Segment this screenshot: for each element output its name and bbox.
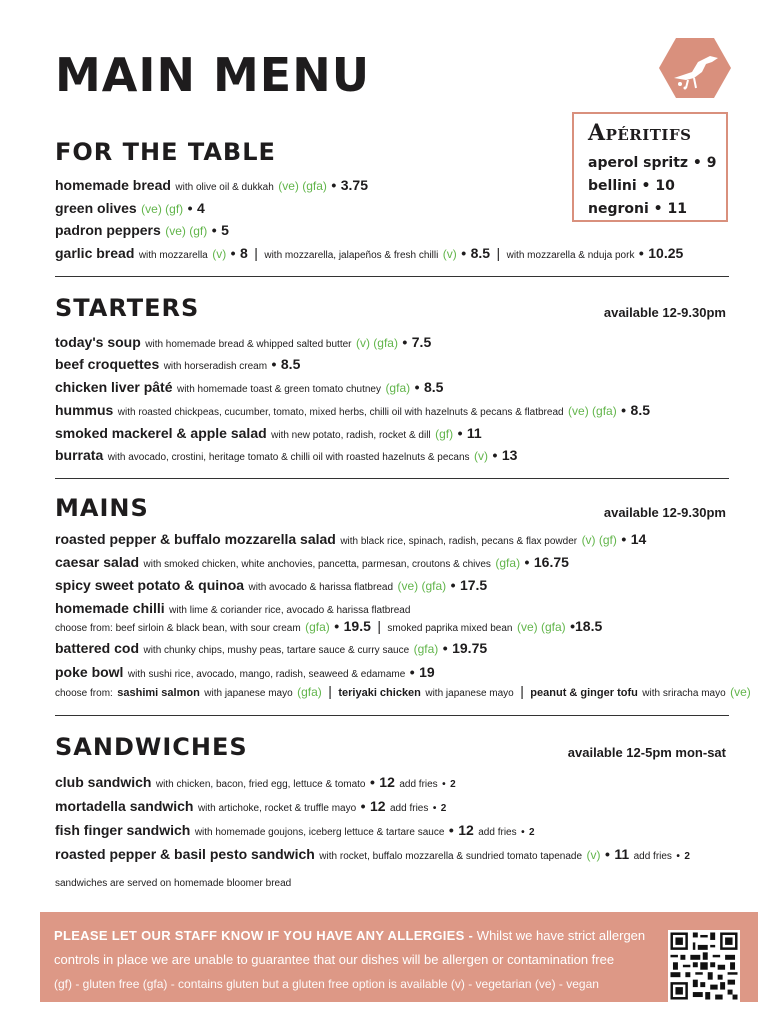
item-tags: (gfa) (385, 381, 411, 395)
menu-item: roasted pepper & basil pesto sandwich with rocket, buffalo mozzarella & sundried tomato tapenade (v) • 11 add fries • 2 (55, 846, 690, 862)
item-price: 8 (240, 245, 248, 261)
item-name: padron peppers (55, 222, 161, 238)
item-option-desc: with mozzarella & nduja pork (506, 250, 635, 261)
aperitif-item: bellini • 10 (588, 178, 675, 194)
item-tags: (v) (gfa) (355, 336, 398, 350)
item-tags: (gfa) (495, 556, 521, 570)
item-option-name: peanut & ginger tofu (530, 687, 638, 699)
item-price: 8.5 (630, 402, 650, 418)
item-name: homemade bread (55, 177, 171, 193)
item-addon: add fries (390, 803, 429, 814)
item-price: 3.75 (340, 177, 368, 193)
item-addon-price: 2 (684, 851, 690, 862)
item-price: 14 (630, 531, 647, 547)
item-tags: (v) (586, 848, 601, 862)
item-price: 4 (196, 200, 205, 216)
item-price: 16.75 (533, 554, 569, 570)
item-desc: with artichoke, rocket & truffle mayo (197, 803, 357, 814)
item-desc: with avocado & harissa flatbread (248, 582, 394, 593)
item-name: garlic bread (55, 245, 135, 261)
item-addon-price: 2 (450, 779, 456, 790)
item-desc: with black rice, spinach, radish, pecans & flax powder (340, 536, 578, 547)
item-tags: (ve) (gf) (141, 202, 184, 216)
item-addon-price: 2 (440, 803, 447, 814)
allergy-line-1 (54, 924, 744, 948)
item-name: today's soup (55, 334, 141, 350)
menu-item: burrata with avocado, crostini, heritage tomato & chilli oil with roasted hazelnuts & pecans (v) • 13 (55, 447, 518, 463)
item-name: roasted pepper & buffalo mozzarella salad (55, 531, 336, 547)
item-option-desc: with sriracha mayo (642, 688, 726, 699)
item-price: 8.5 (423, 379, 444, 395)
item-desc: with avocado, crostini, heritage tomato & chilli oil with roasted hazelnuts & pecans (107, 452, 470, 463)
divider (55, 715, 729, 716)
menu-item: homemade bread with olive oil & dukkah (ve) (gfa) • 3.75 (55, 177, 368, 193)
choose-from-text: choose from: (55, 688, 113, 699)
item-price: 5 (221, 222, 229, 238)
menu-item: caesar salad with smoked chicken, white anchovies, pancetta, parmesan, croutons & chives (gfa) • 16.75 (55, 554, 569, 570)
item-price: 19 (419, 664, 435, 680)
item-desc: with smoked chicken, white anchovies, pancetta, parmesan, croutons & chives (143, 559, 491, 570)
item-price: 13 (501, 447, 518, 463)
menu-item: padron peppers (ve) (gf) • 5 (55, 222, 229, 238)
menu-item: hummus with roasted chickpeas, cucumber, tomato, mixed herbs, chilli oil with hazelnuts & pecans & flatbread (ve) (gfa) • 8.5 (55, 402, 650, 418)
divider (55, 276, 729, 277)
item-desc: with lime & coriander rice, avocado & harissa flatbread (169, 605, 411, 616)
item-option-name: teriyaki chicken (338, 687, 421, 699)
item-option-desc: with mozzarella, jalapeños & fresh chilli (264, 250, 439, 261)
aperitifs-box (572, 112, 728, 222)
item-name: poke bowl (55, 664, 124, 680)
item-price: 7.5 (411, 334, 432, 350)
item-tags: (gfa) (413, 642, 439, 656)
item-price: 19.75 (452, 640, 488, 656)
item-price: 8.5 (280, 356, 301, 372)
item-desc: with chunky chips, mushy peas, tartare sauce & curry sauce (143, 645, 410, 656)
item-addon: add fries (633, 851, 672, 862)
item-name: homemade chilli (55, 600, 165, 616)
item-desc: with new potato, radish, rocket & dill (271, 430, 431, 441)
menu-item: roasted pepper & buffalo mozzarella salad with black rice, spinach, radish, pecans & flax powder (v) (gf) • 14 (55, 531, 647, 547)
section-title-starters: STARTERS (55, 294, 200, 322)
allergen-key: (gf) - gluten free (gfa) - contains gluten but a gluten free option is available (v) - vegetarian (ve) - vegan (54, 977, 599, 991)
menu-item: smoked mackerel & apple salad with new potato, radish, rocket & dill (gf) • 11 (55, 425, 482, 441)
item-desc: with chicken, bacon, fried egg, lettuce & tomato (155, 779, 366, 790)
choose-from-text: choose from: beef sirloin & black bean, with sour cream (55, 623, 301, 634)
page-title: MAIN MENU (55, 48, 371, 102)
menu-item: beef croquettes with horseradish cream • 8.5 (55, 356, 301, 372)
item-name: roasted pepper & basil pesto sandwich (55, 846, 315, 862)
item-tags: (ve) (gfa) (516, 620, 566, 634)
aperitifs-title: Apéritifs (588, 120, 692, 146)
sandwich-note: sandwiches are served on homemade bloomer bread (55, 878, 292, 889)
allergy-line-2: controls in place we are unable to guarantee that our dishes will be allergen or contamination free (54, 952, 615, 967)
section-title-table: FOR THE TABLE (55, 138, 276, 166)
availability-note: available 12-5pm mon-sat (567, 745, 726, 760)
allergy-text: Whilst we have strict allergen (476, 928, 646, 943)
divider (55, 478, 729, 479)
item-desc: with olive oil & dukkah (175, 182, 274, 193)
item-addon: add fries (399, 779, 438, 790)
item-tags: (gfa) (297, 685, 322, 699)
section-title-mains: MAINS (55, 494, 149, 522)
item-price: 11 (466, 425, 482, 441)
item-tags: (ve) (gfa) (568, 404, 617, 418)
item-tags: (ve) (gfa) (278, 179, 327, 193)
menu-item: green olives (ve) (gf) • 4 (55, 200, 205, 216)
menu-item: garlic bread with mozzarella (v) • 8 | with mozzarella, jalapeños & fresh chilli (v) • 8.5 | with mozzarella & nduja pork • 10.25 (55, 245, 684, 261)
item-option-desc: smoked paprika mixed bean (387, 623, 513, 634)
allergy-banner (40, 912, 758, 1002)
item-desc: with horseradish cream (163, 361, 268, 372)
item-name: hummus (55, 402, 114, 418)
item-name: spicy sweet potato & quinoa (55, 577, 245, 593)
item-name: caesar salad (55, 554, 140, 570)
item-price: 12 (458, 822, 474, 838)
item-tags: (ve) (gfa) (397, 579, 447, 593)
item-desc: with mozzarella (138, 250, 208, 261)
item-name: battered cod (55, 640, 140, 656)
menu-item: club sandwich with chicken, bacon, fried egg, lettuce & tomato • 12 add fries • 2 (55, 774, 456, 790)
menu-item: chicken liver pâté with homemade toast & green tomato chutney (gfa) • 8.5 (55, 379, 444, 395)
item-price: 17.5 (459, 577, 488, 593)
item-tags: (ve) (730, 685, 751, 699)
item-price: 8.5 (470, 245, 491, 261)
item-price: 12 (379, 774, 395, 790)
item-name: fish finger sandwich (55, 822, 191, 838)
menu-item-options: choose from: beef sirloin & black bean, with sour cream (gfa) • 19.5 | smoked paprika mixed bean (ve) (gfa) •18.5 (55, 618, 603, 634)
allergy-warning: PLEASE LET OUR STAFF KNOW IF YOU HAVE ANY ALLERGIES - (54, 928, 474, 943)
item-tags: (v) (212, 247, 227, 261)
item-tags: (v) (442, 247, 457, 261)
availability-note: available 12-9.30pm (603, 305, 726, 320)
item-addon-price: 2 (529, 827, 535, 838)
item-desc: with homemade goujons, iceberg lettuce & tartare sauce (194, 827, 445, 838)
bird-hexagon-icon (658, 36, 732, 100)
menu-item: mortadella sandwich with artichoke, rocket & truffle mayo • 12 add fries • 2 (55, 798, 447, 814)
item-name: green olives (55, 200, 137, 216)
menu-item: battered cod with chunky chips, mushy peas, tartare sauce & curry sauce (gfa) • 19.75 (55, 640, 488, 656)
item-desc: with homemade toast & green tomato chutney (176, 384, 381, 395)
item-desc: with rocket, buffalo mozzarella & sundried tomato tapenade (319, 851, 583, 862)
item-desc: with sushi rice, avocado, mango, radish, seaweed & edamame (127, 669, 406, 680)
item-tags: (ve) (gf) (165, 224, 208, 238)
qr-code-icon[interactable] (668, 930, 740, 1002)
aperitif-item: aperol spritz • 9 (588, 155, 717, 171)
item-option-name: sashimi salmon (117, 687, 200, 699)
aperitif-item: negroni • 11 (588, 201, 687, 217)
item-desc: with homemade bread & whipped salted butter (145, 339, 352, 350)
section-title-sandwiches: SANDWICHES (55, 733, 248, 761)
item-name: chicken liver pâté (55, 379, 173, 395)
item-name: smoked mackerel & apple salad (55, 425, 267, 441)
item-name: mortadella sandwich (55, 798, 194, 814)
menu-item: today's soup with homemade bread & whipped salted butter (v) (gfa) • 7.5 (55, 334, 432, 350)
item-price: 11 (614, 846, 630, 862)
item-tags: (gf) (435, 427, 454, 441)
menu-item: poke bowl with sushi rice, avocado, mango, radish, seaweed & edamame • 19 (55, 664, 435, 680)
menu-item: spicy sweet potato & quinoa with avocado & harissa flatbread (ve) (gfa) • 17.5 (55, 577, 488, 593)
item-price: •18.5 (570, 618, 603, 634)
availability-note: available 12-9.30pm (603, 505, 726, 520)
item-name: club sandwich (55, 774, 152, 790)
item-name: beef croquettes (55, 356, 160, 372)
menu-item: fish finger sandwich with homemade goujons, iceberg lettuce & tartare sauce • 12 add fries • 2 (55, 822, 535, 838)
item-price: 10.25 (648, 245, 684, 261)
item-tags: (gfa) (305, 620, 330, 634)
item-price: 12 (369, 798, 386, 814)
item-desc: with roasted chickpeas, cucumber, tomato, mixed herbs, chilli oil with hazelnuts & pecans & flatbread (117, 407, 564, 418)
item-option-desc: with japanese mayo (425, 688, 514, 699)
item-price: 19.5 (343, 618, 371, 634)
menu-item-options: choose from: sashimi salmon with japanese mayo (gfa) | teriyaki chicken with japanese mayo | peanut & ginger tofu with sriracha mayo (ve) (55, 683, 751, 699)
item-tags: (v) (gf) (581, 533, 617, 547)
item-tags: (v) (474, 449, 488, 463)
item-name: burrata (55, 447, 104, 463)
item-option-desc: with japanese mayo (204, 688, 293, 699)
item-addon: add fries (478, 827, 517, 838)
